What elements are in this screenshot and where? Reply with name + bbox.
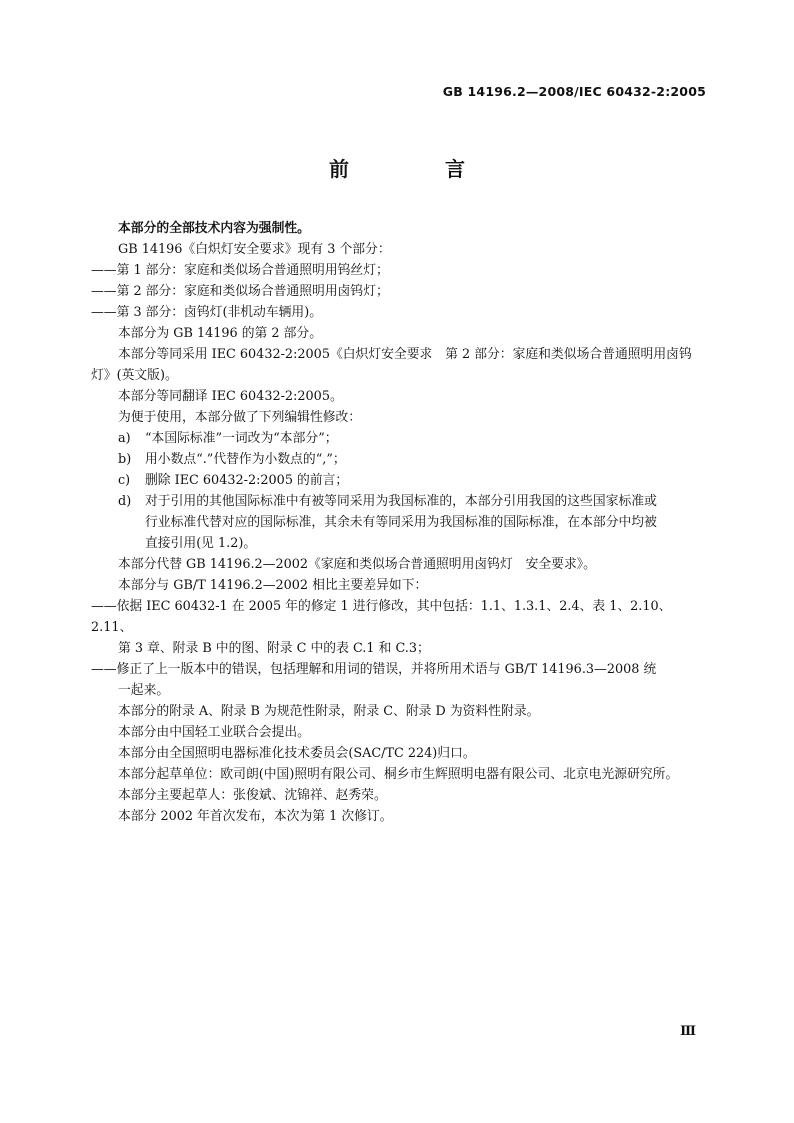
paragraph-parts-intro: GB 14196《白炽灯安全要求》现有 3 个部分：: [118, 242, 391, 257]
paragraph-annexes: 本部分的附录 A、附录 B 为规范性附录，附录 C、附录 D 为资料性附录。: [118, 704, 540, 719]
paragraph-adoption-line1: 本部分等同采用 IEC 60432-2:2005《白炽灯安全要求 第 2 部分：家庭和类似场合普通照明用卤钨: [118, 347, 692, 362]
paragraph-technical-committee: 本部分由全国照明电器标准化技术委员会(SAC/TC 224)归口。: [118, 746, 476, 761]
list-item-c: [118, 470, 706, 491]
list-text: [145, 491, 706, 554]
list-marker: d): [118, 494, 132, 509]
foreword-body: [91, 218, 706, 827]
standard-code: GB 14196.2—2008/IEC 60432-2:2005: [442, 84, 706, 99]
dash-item-diff1-line1: ——依据 IEC 60432-1 在 2005 年的修定 1 进行修改，其中包括：1.1、1.3.1、2.4、表 1、2.10、2.11、: [91, 599, 672, 635]
list-item-d: [118, 491, 706, 554]
list-item-b: [118, 449, 706, 470]
list-text: 删除 IEC 60432-2:2005 的前言；: [145, 473, 349, 488]
dash-item-diff2: [91, 659, 706, 701]
list-marker: b): [118, 452, 132, 467]
list-text-line2: 行业标准代替对应的国际标准，其余未有等同采用为我国标准的国际标准，在本部分中均被: [145, 515, 657, 530]
dash-item-part2: ——第 2 部分：家庭和类似场合普通照明用卤钨灯；: [91, 284, 389, 299]
page-title: 前 言: [329, 157, 503, 181]
paragraph-adoption-line2: 灯》(英文版)。: [91, 368, 178, 383]
paragraph-adoption: [91, 344, 706, 386]
list-text-line1: 对于引用的其他国际标准中有被等同采用为我国标准的，本部分引用我国的这些国家标准或: [145, 494, 657, 509]
list-marker: a): [118, 431, 131, 446]
paragraph-drafters: 本部分主要起草人：张俊斌、沈锦祥、赵秀荣。: [118, 788, 387, 803]
dash-item-diff1: [91, 596, 706, 659]
dash-item-diff2-line1: ——修正了上一版本中的错误，包括理解和用词的错误，并将所用术语与 GB/T 14196.3—2008 统: [91, 662, 657, 677]
paragraph-history: 本部分 2002 年首次发布，本次为第 1 次修订。: [118, 809, 393, 824]
dash-item-diff1-line2: 第 3 章、附录 B 中的图、附录 C 中的表 C.1 和 C.3；: [118, 641, 430, 656]
paragraph-editorial-intro: 为便于使用，本部分做了下列编辑性修改：: [118, 410, 362, 425]
page-number: Ⅲ: [680, 1024, 696, 1039]
list-item-a: [118, 428, 706, 449]
dash-item-part1: ——第 1 部分：家庭和类似场合普通照明用钨丝灯；: [91, 263, 389, 278]
dash-item-diff2-line2: 一起来。: [118, 683, 170, 698]
paragraph-drafting-units: 本部分起草单位：欧司朗(中国)照明有限公司、桐乡市生辉照明电器有限公司、北京电光源研究所。: [118, 767, 679, 782]
dash-item-part3: ——第 3 部分：卤钨灯(非机动车辆用)。: [91, 305, 323, 320]
paragraph-differences-intro: 本部分与 GB/T 14196.2—2002 相比主要差异如下：: [118, 578, 428, 593]
list-text-line3: 直接引用(见 1.2)。: [145, 536, 257, 551]
paragraph-replaces: 本部分代替 GB 14196.2—2002《家庭和类似场合普通照明用卤钨灯 安全要求》。: [118, 557, 596, 572]
paragraph-mandatory: 本部分的全部技术内容为强制性。: [118, 221, 310, 236]
paragraph-part-number: 本部分为 GB 14196 的第 2 部分。: [118, 326, 322, 341]
paragraph-proposed-by: 本部分由中国轻工业联合会提出。: [118, 725, 310, 740]
list-marker: c): [118, 473, 131, 488]
paragraph-translation: 本部分等同翻译 IEC 60432-2:2005。: [118, 389, 343, 404]
list-text: 用小数点“.”代替作为小数点的“,”；: [145, 452, 346, 467]
list-text: “本国际标准”一词改为“本部分”；: [145, 431, 338, 446]
